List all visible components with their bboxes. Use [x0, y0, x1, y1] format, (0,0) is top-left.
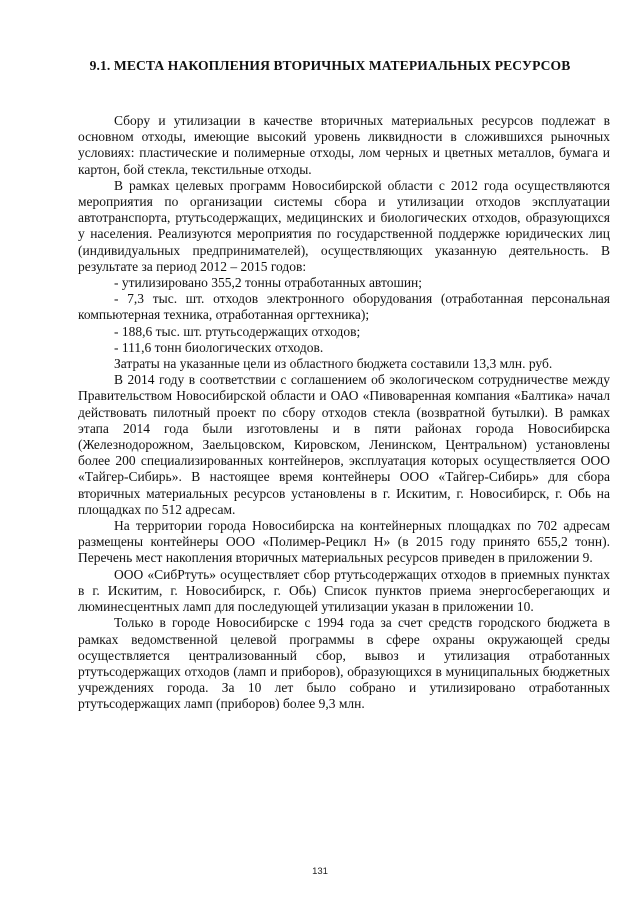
- paragraph-novosibirsk-mercury: Только в городе Новосибирске с 1994 года за счет средств городского бюджета в рамках ведомственной целевой программы в сфере охраны окружающей среды осуществляется централизованный сбор, вывоз и утилизация отработанных ртутьсодержащих отходов (ламп и приборов), образующихся в муниципальных бюджетных учреждениях города. За 10 лет было собрано и утилизировано отработанных ртутьсодержащих ламп (приборов) более 9,3 млн.: [78, 615, 610, 712]
- paragraph-programs: В рамках целевых программ Новосибирской области с 2012 года осуществляются мероприятия по организации системы сбора и утилизации отходов эксплуатации автотранспорта, ртутьсодержащих, медицинских и биологических отходов, образующихся у населения. Реализуются мероприятия по государственной поддержке юридических лиц (индивидуальных предпринимателей), осуществляющих указанную деятельность. В результате за период 2012 – 2015 годов:: [78, 177, 610, 274]
- list-item-biological: - 111,6 тонн биологических отходов.: [114, 339, 324, 355]
- section-heading: 9.1. МЕСТА НАКОПЛЕНИЯ ВТОРИЧНЫХ МАТЕРИАЛЬНЫХ РЕСУРСОВ: [89, 58, 571, 73]
- list-item-mercury: - 188,6 тыс. шт. ртутьсодержащих отходов;: [114, 323, 361, 339]
- paragraph-sibrtut: ООО «СибРтуть» осуществляет сбор ртутьсодержащих отходов в приемных пунктах в г. Искитим, г. Новосибирск, г. Обь) Список пунктов приема энергосберегающих и люминесцентных ламп для последующей утилизации указан в приложении 10.: [78, 566, 610, 615]
- document-body: [78, 113, 610, 713]
- paragraph-intro: Сбору и утилизации в качестве вторичных материальных ресурсов подлежат в основном отходы, имеющие высокий уровень ликвидности в сложившихся рыночных условиях: пластические и полимерные отходы, лом черных и цветных металлов, бумага и картон, бой стекла, текстильные отходы.: [78, 113, 610, 177]
- paragraph-polymer-recycle: На территории города Новосибирска на контейнерных площадках по 702 адресам размещены контейнеры ООО «Полимер-Рецикл Н» (в 2015 году принято 655,2 тонн). Перечень мест накопления вторичных материальных ресурсов приведен в приложении 9.: [78, 518, 610, 566]
- paragraph-costs: Затраты на указанные цели из областного бюджета составили 13,3 млн. руб.: [114, 356, 553, 372]
- list-item-electronics: - 7,3 тыс. шт. отходов электронного оборудования (отработанная персональная компьютерная техника, отработанная оргтехника);: [78, 291, 610, 323]
- list-item-tires: - утилизировано 355,2 тонны отработанных автошин;: [114, 275, 423, 291]
- page-number: 131: [312, 866, 328, 877]
- paragraph-baltika: В 2014 году в соответствии с соглашением об экологическом сотрудничестве между Правительством Новосибирской области и ОАО «Пивоваренная компания «Балтика» начал действовать пилотный проект по сбору отходов стекла (возвратной бутылки). В рамках этапа 2014 года были изготовлены и в пяти районах города Новосибирска (Железнодорожном, Заельцовском, Кировском, Ленинском, Центральном) установлены более 200 специализированных контейнеров, эксплуатация которых осуществляется ООО «Тайгер-Сибирь». В настоящее время контейнеры ООО «Тайгер-Сибирь» для сбора вторичных материальных ресурсов установлены в г. Искитим, г. Новосибирск, г. Обь на площадках по 512 адресам.: [78, 372, 610, 517]
